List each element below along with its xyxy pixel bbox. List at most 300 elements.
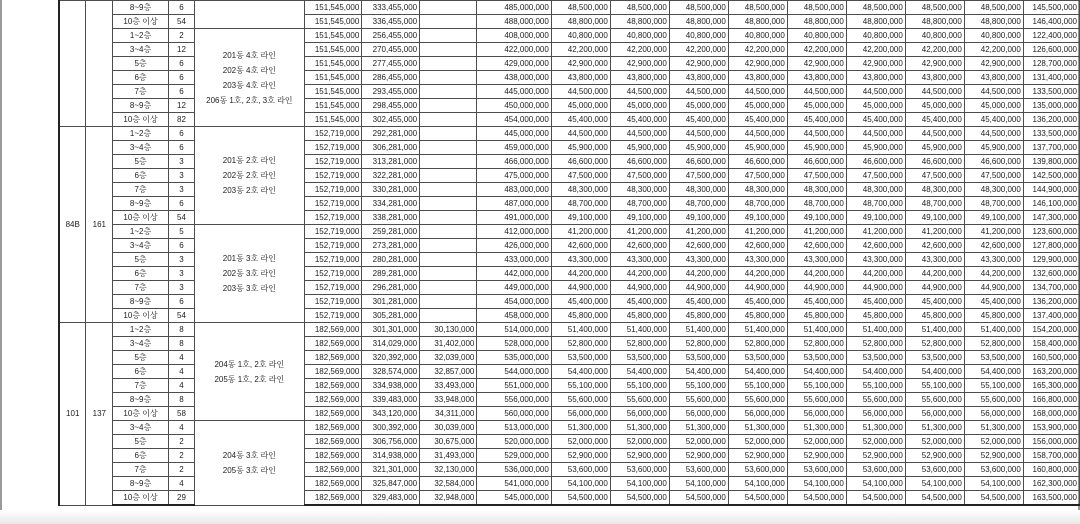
- floor-cell: 6층: [113, 267, 169, 281]
- installment-cell: 48,500,000: [905, 1, 964, 15]
- balance-cell: 158,700,000: [1023, 449, 1079, 463]
- installment-cell: 49,100,000: [787, 211, 846, 225]
- installment-cell: 52,000,000: [787, 435, 846, 449]
- building-cost-cell: 339,483,000: [362, 393, 420, 407]
- installment-cell: 52,900,000: [728, 449, 787, 463]
- installment-cell: 48,800,000: [846, 15, 905, 29]
- installment-cell: 45,800,000: [551, 309, 610, 323]
- installment-cell: 45,900,000: [964, 141, 1023, 155]
- floor-cell: 10층 이상: [113, 309, 169, 323]
- installment-cell: 45,800,000: [964, 309, 1023, 323]
- extra-cost-cell: 32,857,000: [420, 365, 477, 379]
- installment-cell: 43,800,000: [846, 71, 905, 85]
- page-bottom-shadow: [0, 510, 1080, 524]
- installment-cell: 45,800,000: [905, 309, 964, 323]
- extra-cost-cell: 33,493,000: [420, 379, 477, 393]
- floor-cell: 1~2층: [113, 127, 169, 141]
- unit-line-label: 202동 2호 라인: [222, 171, 276, 180]
- total-price-cell: 514,000,000: [477, 323, 551, 337]
- building-cost-cell: 330,281,000: [362, 183, 420, 197]
- building-cost-cell: 273,281,000: [362, 239, 420, 253]
- unit-count-cell: 5: [168, 225, 194, 239]
- installment-cell: 44,900,000: [610, 281, 669, 295]
- installment-cell: 52,000,000: [728, 435, 787, 449]
- installment-cell: 55,600,000: [787, 393, 846, 407]
- floor-cell: 6층: [113, 449, 169, 463]
- table-row: [59, 323, 1080, 337]
- installment-cell: 40,800,000: [551, 29, 610, 43]
- installment-cell: 44,500,000: [787, 85, 846, 99]
- installment-cell: 48,800,000: [964, 15, 1023, 29]
- floor-cell: 10층 이상: [113, 407, 169, 421]
- building-cost-cell: 256,455,000: [362, 29, 420, 43]
- installment-cell: 46,600,000: [905, 155, 964, 169]
- installment-cell: 51,300,000: [551, 421, 610, 435]
- installment-cell: 55,100,000: [905, 379, 964, 393]
- extra-cost-cell: 34,311,000: [420, 407, 477, 421]
- installment-cell: 52,900,000: [610, 449, 669, 463]
- installment-cell: 42,200,000: [964, 43, 1023, 57]
- unit-count-cell: 12: [168, 43, 194, 57]
- building-cost-cell: 329,483,000: [362, 491, 420, 506]
- installment-cell: 54,400,000: [787, 365, 846, 379]
- installment-cell: 47,500,000: [551, 169, 610, 183]
- installment-cell: 49,100,000: [551, 211, 610, 225]
- land-cost-cell: 151,545,000: [304, 57, 362, 71]
- unit-lines-cell: [195, 29, 304, 127]
- installment-cell: 44,500,000: [551, 85, 610, 99]
- installment-cell: 45,000,000: [551, 99, 610, 113]
- installment-cell: 54,500,000: [610, 491, 669, 506]
- unit-line-label: 204동 1호, 2호 라인: [214, 359, 285, 369]
- balance-cell: 142,500,000: [1023, 169, 1079, 183]
- extra-cost-cell: [420, 169, 477, 183]
- installment-cell: 43,300,000: [787, 253, 846, 267]
- extra-cost-cell: [420, 141, 477, 155]
- land-cost-cell: 151,545,000: [304, 85, 362, 99]
- price-table-body: [59, 1, 1080, 506]
- installment-cell: 45,000,000: [728, 99, 787, 113]
- unit-count-cell: 4: [168, 421, 194, 435]
- balance-cell: 134,700,000: [1023, 281, 1079, 295]
- installment-cell: 53,500,000: [846, 351, 905, 365]
- unit-count-cell: 3: [168, 169, 194, 183]
- installment-cell: 46,600,000: [551, 155, 610, 169]
- installment-cell: 48,700,000: [787, 197, 846, 211]
- installment-cell: 53,500,000: [610, 351, 669, 365]
- total-price-cell: 520,000,000: [477, 435, 551, 449]
- building-cost-cell: 325,847,000: [362, 477, 420, 491]
- installment-cell: 52,800,000: [669, 337, 728, 351]
- unit-line-label: 201동 2호 라인: [222, 156, 276, 165]
- total-price-cell: 466,000,000: [477, 155, 551, 169]
- building-cost-cell: 280,281,000: [362, 253, 420, 267]
- land-cost-cell: 182,569,000: [304, 477, 362, 491]
- installment-cell: 55,100,000: [728, 379, 787, 393]
- installment-cell: 45,900,000: [610, 141, 669, 155]
- installment-cell: 40,800,000: [905, 29, 964, 43]
- building-cost-cell: 322,281,000: [362, 169, 420, 183]
- price-table: [58, 0, 1080, 506]
- installment-cell: 55,600,000: [964, 393, 1023, 407]
- building-cost-cell: 302,455,000: [362, 113, 420, 127]
- extra-cost-cell: [420, 211, 477, 225]
- unit-count-cell: 29: [168, 491, 194, 506]
- building-cost-cell: 296,281,000: [362, 281, 420, 295]
- installment-cell: 45,000,000: [846, 99, 905, 113]
- extra-cost-cell: [420, 43, 477, 57]
- installment-cell: 52,000,000: [964, 435, 1023, 449]
- installment-cell: 46,600,000: [669, 155, 728, 169]
- unit-count-cell: 6: [168, 141, 194, 155]
- installment-cell: 45,900,000: [787, 141, 846, 155]
- installment-cell: 45,000,000: [964, 99, 1023, 113]
- installment-cell: 54,500,000: [787, 491, 846, 506]
- installment-cell: 45,400,000: [610, 113, 669, 127]
- installment-cell: 54,100,000: [610, 477, 669, 491]
- total-price-cell: 544,000,000: [477, 365, 551, 379]
- building-cost-cell: 314,938,000: [362, 449, 420, 463]
- installment-cell: 52,800,000: [551, 337, 610, 351]
- unit-line-label: 201동 3호 라인: [222, 254, 276, 263]
- unit-count-cell: 3: [168, 155, 194, 169]
- unit-count-cell: 8: [168, 323, 194, 337]
- floor-cell: 8~9층: [113, 1, 169, 15]
- land-cost-cell: 182,569,000: [304, 337, 362, 351]
- installment-cell: 48,700,000: [610, 197, 669, 211]
- installment-cell: 48,300,000: [610, 183, 669, 197]
- installment-cell: 43,800,000: [905, 71, 964, 85]
- unit-count-cell: 6: [168, 85, 194, 99]
- land-cost-cell: 152,719,000: [304, 267, 362, 281]
- balance-cell: 160,500,000: [1023, 351, 1079, 365]
- extra-cost-cell: [420, 29, 477, 43]
- installment-cell: 40,800,000: [728, 29, 787, 43]
- total-price-cell: 412,000,000: [477, 225, 551, 239]
- extra-cost-cell: 33,948,000: [420, 393, 477, 407]
- installment-cell: 42,200,000: [610, 43, 669, 57]
- installment-cell: 52,000,000: [551, 435, 610, 449]
- installment-cell: 44,900,000: [846, 281, 905, 295]
- installment-cell: 53,600,000: [669, 463, 728, 477]
- total-price-cell: 528,000,000: [477, 337, 551, 351]
- supply-area-cell: 161: [86, 127, 113, 323]
- building-cost-cell: 313,281,000: [362, 155, 420, 169]
- total-price-cell: 408,000,000: [477, 29, 551, 43]
- installment-cell: 52,000,000: [846, 435, 905, 449]
- extra-cost-cell: [420, 225, 477, 239]
- installment-cell: 48,500,000: [846, 1, 905, 15]
- installment-cell: 42,600,000: [787, 239, 846, 253]
- land-cost-cell: 152,719,000: [304, 239, 362, 253]
- total-price-cell: 454,000,000: [477, 113, 551, 127]
- installment-cell: 44,900,000: [905, 281, 964, 295]
- balance-cell: 133,500,000: [1023, 85, 1079, 99]
- total-price-cell: 485,000,000: [477, 1, 551, 15]
- installment-cell: 48,800,000: [728, 15, 787, 29]
- floor-cell: 1~2층: [113, 323, 169, 337]
- balance-cell: 144,900,000: [1023, 183, 1079, 197]
- installment-cell: 55,600,000: [610, 393, 669, 407]
- extra-cost-cell: 31,493,000: [420, 449, 477, 463]
- floor-cell: 7층: [113, 281, 169, 295]
- installment-cell: 54,500,000: [669, 491, 728, 506]
- installment-cell: 45,800,000: [787, 309, 846, 323]
- balance-cell: 136,200,000: [1023, 113, 1079, 127]
- extra-cost-cell: 32,130,000: [420, 463, 477, 477]
- installment-cell: 52,000,000: [905, 435, 964, 449]
- unit-count-cell: 6: [168, 197, 194, 211]
- balance-cell: 123,600,000: [1023, 225, 1079, 239]
- extra-cost-cell: [420, 155, 477, 169]
- unit-line-label: 202동 3호 라인: [222, 269, 276, 278]
- installment-cell: 44,500,000: [846, 85, 905, 99]
- floor-cell: 3~4층: [113, 43, 169, 57]
- installment-cell: 44,500,000: [905, 127, 964, 141]
- unit-count-cell: 54: [168, 15, 194, 29]
- extra-cost-cell: [420, 197, 477, 211]
- installment-cell: 45,800,000: [846, 309, 905, 323]
- unit-lines-cell: [195, 421, 304, 506]
- installment-cell: 43,300,000: [964, 253, 1023, 267]
- supply-area-cell: 137: [86, 323, 113, 506]
- land-cost-cell: 182,569,000: [304, 351, 362, 365]
- installment-cell: 48,300,000: [905, 183, 964, 197]
- balance-cell: 137,700,000: [1023, 141, 1079, 155]
- installment-cell: 42,900,000: [728, 57, 787, 71]
- balance-cell: 133,500,000: [1023, 127, 1079, 141]
- unit-line-label: 202동 4호 라인: [222, 65, 276, 75]
- installment-cell: 44,500,000: [964, 85, 1023, 99]
- land-cost-cell: 152,719,000: [304, 253, 362, 267]
- unit-count-cell: 4: [168, 351, 194, 365]
- installment-cell: 52,800,000: [964, 337, 1023, 351]
- installment-cell: 42,200,000: [728, 43, 787, 57]
- floor-cell: 5층: [113, 253, 169, 267]
- extra-cost-cell: [420, 99, 477, 113]
- installment-cell: 54,100,000: [551, 477, 610, 491]
- unit-lines-cell: [195, 127, 304, 225]
- total-price-cell: 426,000,000: [477, 239, 551, 253]
- installment-cell: 56,000,000: [551, 407, 610, 421]
- land-cost-cell: 182,569,000: [304, 323, 362, 337]
- floor-cell: 5층: [113, 155, 169, 169]
- installment-cell: 53,600,000: [787, 463, 846, 477]
- installment-cell: 44,200,000: [787, 267, 846, 281]
- installment-cell: 44,200,000: [846, 267, 905, 281]
- installment-cell: 52,000,000: [669, 435, 728, 449]
- installment-cell: 44,900,000: [787, 281, 846, 295]
- installment-cell: 42,900,000: [846, 57, 905, 71]
- land-cost-cell: 182,569,000: [304, 491, 362, 506]
- installment-cell: 51,400,000: [905, 323, 964, 337]
- extra-cost-cell: [420, 183, 477, 197]
- installment-cell: 51,300,000: [787, 421, 846, 435]
- installment-cell: 56,000,000: [964, 407, 1023, 421]
- extra-cost-cell: [420, 295, 477, 309]
- floor-cell: 5층: [113, 351, 169, 365]
- installment-cell: 45,900,000: [846, 141, 905, 155]
- unit-count-cell: 6: [168, 57, 194, 71]
- unit-line-label: 204동 3호 라인: [222, 450, 276, 460]
- installment-cell: 41,200,000: [610, 225, 669, 239]
- installment-cell: 42,600,000: [610, 239, 669, 253]
- installment-cell: 43,300,000: [846, 253, 905, 267]
- unit-count-cell: 82: [168, 113, 194, 127]
- installment-cell: 51,400,000: [728, 323, 787, 337]
- installment-cell: 49,100,000: [905, 211, 964, 225]
- floor-cell: 3~4층: [113, 141, 169, 155]
- installment-cell: 54,500,000: [846, 491, 905, 506]
- extra-cost-cell: [420, 1, 477, 15]
- installment-cell: 52,800,000: [787, 337, 846, 351]
- balance-cell: 165,300,000: [1023, 379, 1079, 393]
- installment-cell: 44,500,000: [610, 127, 669, 141]
- floor-cell: 3~4층: [113, 239, 169, 253]
- installment-cell: 45,400,000: [610, 295, 669, 309]
- installment-cell: 45,900,000: [669, 141, 728, 155]
- installment-cell: 51,400,000: [964, 323, 1023, 337]
- installment-cell: 51,300,000: [964, 421, 1023, 435]
- balance-cell: 162,300,000: [1023, 477, 1079, 491]
- installment-cell: 54,400,000: [846, 365, 905, 379]
- floor-cell: 8~9층: [113, 477, 169, 491]
- installment-cell: 56,000,000: [905, 407, 964, 421]
- installment-cell: 44,900,000: [728, 281, 787, 295]
- installment-cell: 48,800,000: [905, 15, 964, 29]
- unit-count-cell: 6: [168, 295, 194, 309]
- installment-cell: 52,900,000: [551, 449, 610, 463]
- installment-cell: 43,300,000: [669, 253, 728, 267]
- installment-cell: 45,800,000: [610, 309, 669, 323]
- building-cost-cell: 286,455,000: [362, 71, 420, 85]
- installment-cell: 56,000,000: [728, 407, 787, 421]
- installment-cell: 44,500,000: [551, 127, 610, 141]
- land-cost-cell: 152,719,000: [304, 197, 362, 211]
- installment-cell: 42,600,000: [551, 239, 610, 253]
- table-row: [59, 29, 1080, 43]
- installment-cell: 45,800,000: [728, 309, 787, 323]
- unit-count-cell: 2: [168, 435, 194, 449]
- floor-cell: 10층 이상: [113, 15, 169, 29]
- land-cost-cell: 152,719,000: [304, 127, 362, 141]
- installment-cell: 51,300,000: [669, 421, 728, 435]
- floor-cell: 7층: [113, 379, 169, 393]
- building-cost-cell: 334,281,000: [362, 197, 420, 211]
- installment-cell: 51,400,000: [787, 323, 846, 337]
- installment-cell: 41,200,000: [728, 225, 787, 239]
- installment-cell: 52,900,000: [787, 449, 846, 463]
- extra-cost-cell: 32,584,000: [420, 477, 477, 491]
- balance-cell: 166,800,000: [1023, 393, 1079, 407]
- installment-cell: 48,800,000: [551, 15, 610, 29]
- unit-count-cell: 2: [168, 29, 194, 43]
- viewer-left-edge: [0, 0, 2, 524]
- extra-cost-cell: [420, 239, 477, 253]
- installment-cell: 44,500,000: [787, 127, 846, 141]
- unit-line-label: 205동 1호, 2호 라인: [214, 374, 285, 384]
- floor-cell: 3~4층: [113, 421, 169, 435]
- installment-cell: 51,300,000: [610, 421, 669, 435]
- total-price-cell: 450,000,000: [477, 99, 551, 113]
- land-cost-cell: 151,545,000: [304, 113, 362, 127]
- installment-cell: 48,700,000: [669, 197, 728, 211]
- unit-count-cell: 8: [168, 393, 194, 407]
- installment-cell: 54,100,000: [846, 477, 905, 491]
- land-cost-cell: 182,569,000: [304, 463, 362, 477]
- installment-cell: 54,400,000: [669, 365, 728, 379]
- building-cost-cell: 338,281,000: [362, 211, 420, 225]
- unit-lines-cell: [195, 323, 304, 421]
- balance-cell: 139,800,000: [1023, 155, 1079, 169]
- installment-cell: 48,800,000: [610, 15, 669, 29]
- installment-cell: 52,900,000: [669, 449, 728, 463]
- balance-cell: 163,200,000: [1023, 365, 1079, 379]
- installment-cell: 48,500,000: [610, 1, 669, 15]
- installment-cell: 48,500,000: [728, 1, 787, 15]
- building-cost-cell: 306,281,000: [362, 141, 420, 155]
- building-cost-cell: 293,455,000: [362, 85, 420, 99]
- unit-count-cell: 2: [168, 449, 194, 463]
- land-cost-cell: 151,545,000: [304, 99, 362, 113]
- balance-cell: 137,400,000: [1023, 309, 1079, 323]
- total-price-cell: 513,000,000: [477, 421, 551, 435]
- installment-cell: 45,400,000: [787, 295, 846, 309]
- installment-cell: 48,300,000: [669, 183, 728, 197]
- installment-cell: 48,300,000: [846, 183, 905, 197]
- table-row: [59, 1, 1080, 15]
- land-cost-cell: 182,569,000: [304, 449, 362, 463]
- installment-cell: 49,100,000: [669, 211, 728, 225]
- unit-count-cell: 54: [168, 309, 194, 323]
- housing-type-cell: 101: [59, 323, 86, 506]
- installment-cell: 40,800,000: [787, 29, 846, 43]
- floor-cell: 8~9층: [113, 393, 169, 407]
- land-cost-cell: 151,545,000: [304, 71, 362, 85]
- total-price-cell: 438,000,000: [477, 71, 551, 85]
- balance-cell: 128,700,000: [1023, 57, 1079, 71]
- land-cost-cell: 152,719,000: [304, 169, 362, 183]
- installment-cell: 51,400,000: [610, 323, 669, 337]
- housing-type-cell: 84B: [59, 127, 86, 323]
- total-price-cell: 429,000,000: [477, 57, 551, 71]
- installment-cell: 54,400,000: [964, 365, 1023, 379]
- extra-cost-cell: 30,130,000: [420, 323, 477, 337]
- total-price-cell: 487,000,000: [477, 197, 551, 211]
- land-cost-cell: 182,569,000: [304, 421, 362, 435]
- unit-count-cell: 3: [168, 183, 194, 197]
- installment-cell: 45,000,000: [610, 99, 669, 113]
- installment-cell: 54,500,000: [551, 491, 610, 506]
- building-cost-cell: 306,756,000: [362, 435, 420, 449]
- installment-cell: 55,100,000: [964, 379, 1023, 393]
- unit-count-cell: 3: [168, 281, 194, 295]
- installment-cell: 46,600,000: [846, 155, 905, 169]
- installment-cell: 53,500,000: [669, 351, 728, 365]
- installment-cell: 52,800,000: [610, 337, 669, 351]
- extra-cost-cell: [420, 253, 477, 267]
- installment-cell: 41,200,000: [787, 225, 846, 239]
- installment-cell: 48,800,000: [787, 15, 846, 29]
- installment-cell: 45,400,000: [846, 113, 905, 127]
- total-price-cell: 454,000,000: [477, 295, 551, 309]
- installment-cell: 55,100,000: [846, 379, 905, 393]
- floor-cell: 5층: [113, 57, 169, 71]
- table-row: [59, 225, 1080, 239]
- land-cost-cell: 152,719,000: [304, 183, 362, 197]
- installment-cell: 54,100,000: [669, 477, 728, 491]
- balance-cell: 132,600,000: [1023, 267, 1079, 281]
